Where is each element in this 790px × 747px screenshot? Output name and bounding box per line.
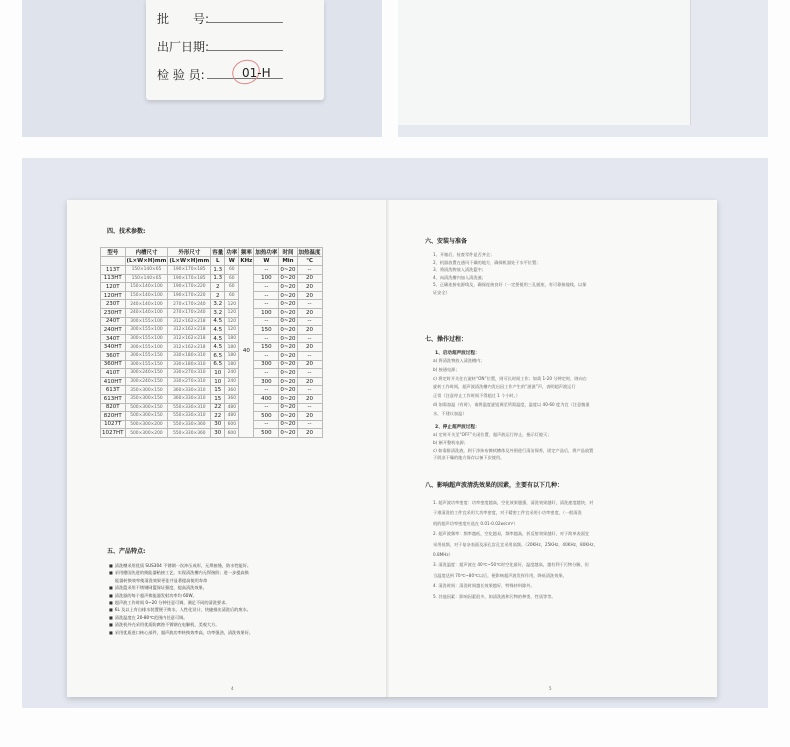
power-cell: 180 bbox=[225, 343, 239, 352]
model-cell: 410HT bbox=[101, 377, 126, 386]
time-cell: 0~20 bbox=[280, 301, 296, 308]
inner-size-cell: 300×155×100 bbox=[125, 334, 168, 343]
outer-size-cell: 330×180×310 bbox=[168, 351, 211, 360]
start-step-line: 正常（注意停止工作时间不得超过 1 个小时。） bbox=[433, 393, 520, 399]
model-cell: 820T bbox=[101, 403, 126, 412]
capacity-cell: 1.3 bbox=[211, 274, 225, 283]
outer-size-cell: 270×170×240 bbox=[168, 300, 211, 309]
start-step-line: a) 将清洗物放入清洗槽内； bbox=[433, 358, 485, 363]
model-cell: 340HT bbox=[101, 343, 126, 352]
model-cell: 1027HT bbox=[102, 430, 124, 437]
power-cell: 180 bbox=[225, 360, 239, 369]
power-cell: 60 bbox=[225, 274, 239, 283]
power-cell: 600 bbox=[225, 429, 239, 438]
inner-size-cell: 150×140×65 bbox=[125, 274, 168, 283]
spec-subheader-cell: (L×W×H)mm bbox=[169, 258, 210, 264]
frequency-cell: 40 bbox=[239, 266, 254, 438]
inner-size-cell: 500×300×200 bbox=[125, 429, 168, 438]
temperature-cell: 20 bbox=[297, 308, 322, 317]
heating-power-cell: -- bbox=[254, 334, 279, 343]
temperature-cell: -- bbox=[297, 369, 322, 378]
spec-header-cell: 加热功率 bbox=[254, 248, 279, 257]
right-page bbox=[389, 200, 717, 697]
factor-line: 2. 超声波频率：频率越低，空化越易，频率越高，折反射效果越好，对于简单表面宜 bbox=[433, 531, 590, 537]
stop-step-line: a) 定时开关至“OFF”关闭位置，超声波运行停止，指示灯熄灭； bbox=[433, 432, 552, 437]
time-cell: 0~20 bbox=[280, 387, 296, 394]
outer-size-cell: 330×180×310 bbox=[168, 360, 211, 369]
stop-step-line: 于阴凉干燥的地方保存以备下次使用。 bbox=[433, 455, 505, 461]
capacity-cell: 22 bbox=[211, 412, 225, 421]
outer-size-cell: 550×330×310 bbox=[168, 412, 211, 421]
paper-edge-photo bbox=[398, 0, 768, 137]
spec-table-row bbox=[101, 369, 323, 378]
capacity-cell: 6.5 bbox=[211, 351, 225, 360]
time-cell: 0~20 bbox=[280, 430, 296, 437]
inner-size-cell: 300×155×150 bbox=[125, 351, 168, 360]
outer-size-cell: 360×330×310 bbox=[168, 386, 211, 395]
factors-title: 八、影响超声波清洗效果的因素，主要有以下几种： bbox=[425, 482, 564, 489]
inner-size-cell: 500×300×150 bbox=[125, 412, 168, 421]
spec-table-row bbox=[101, 351, 323, 360]
feature-item: ■ 清洗槽采用优质 SUS304 不锈钢一次冲压成形，无焊接缝，防水性能好。 bbox=[109, 562, 251, 569]
capacity-cell: 4.5 bbox=[211, 326, 225, 335]
heating-power-cell: -- bbox=[254, 300, 279, 309]
model-cell: 230HT bbox=[101, 308, 126, 317]
time-cell: 0~20 bbox=[280, 283, 296, 290]
spec-table-row bbox=[101, 317, 323, 326]
heating-power-cell: -- bbox=[254, 420, 279, 429]
spec-table-row bbox=[101, 326, 323, 335]
temperature-cell: -- bbox=[297, 266, 322, 275]
outer-size-cell: 360×330×310 bbox=[168, 394, 211, 403]
model-cell: 230T bbox=[101, 300, 126, 309]
batch-number-line bbox=[207, 22, 283, 23]
feature-item: ■ 超声波工作时间 0~20 分钟任意可调，满足不同的清洗要求。 bbox=[109, 599, 229, 606]
outer-size-cell: 312×162×218 bbox=[168, 317, 211, 326]
time-cell: 0~20 bbox=[280, 275, 296, 282]
spec-table-row bbox=[101, 412, 323, 421]
capacity-cell: 1.3 bbox=[211, 266, 225, 275]
left-page bbox=[67, 200, 387, 697]
spec-title: 四、技术参数: bbox=[107, 228, 146, 235]
inner-size-cell: 150×140×100 bbox=[125, 291, 168, 300]
inner-size-cell: 350×300×150 bbox=[125, 386, 168, 395]
install-line: 4、向清洗槽内加入清洗液； bbox=[433, 274, 486, 280]
inner-size-cell: 240×140×100 bbox=[125, 300, 168, 309]
start-step-line: 旋转工作时间，超声波清洗槽内发出因工作产生的“滋滋”声，表明超声波运行 bbox=[433, 384, 576, 390]
spec-header-cell: 功率 bbox=[225, 248, 239, 257]
factor-line: 机的超声功率密度应选在 0.01-0.02w/cm²） bbox=[433, 520, 518, 526]
heating-power-cell: 500 bbox=[254, 412, 279, 421]
spec-header-cell: 容量 bbox=[211, 248, 225, 257]
time-cell: 0~20 bbox=[280, 266, 296, 273]
manual-booklet-photo bbox=[22, 158, 768, 708]
spec-table-row bbox=[101, 386, 323, 395]
outer-size-cell: 312×162×218 bbox=[168, 343, 211, 352]
power-cell: 120 bbox=[225, 317, 239, 326]
capacity-cell: 30 bbox=[211, 429, 225, 438]
model-cell: 113HT bbox=[101, 274, 126, 283]
start-step-line: b) 接通电源； bbox=[433, 366, 460, 372]
left-page-number: 4 bbox=[231, 686, 234, 691]
spec-table-row bbox=[101, 377, 323, 386]
temperature-cell: 20 bbox=[297, 429, 322, 438]
install-line: 2、机器放置在通风干燥的地方，确保机器处于水平位置； bbox=[433, 259, 541, 265]
capacity-cell: 22 bbox=[211, 403, 225, 412]
spec-header-cell: 外形尺寸 bbox=[168, 248, 211, 257]
spec-table-row bbox=[101, 274, 323, 283]
heating-power-cell: -- bbox=[254, 266, 279, 275]
heating-power-cell: 300 bbox=[254, 360, 279, 369]
feature-item: ■ 采用优质进口核心部件，超声波功率转换效率高，功率强劲，清洗效果好。 bbox=[109, 629, 253, 636]
spec-header-cell: 内槽尺寸 bbox=[125, 248, 168, 257]
heating-power-cell: 150 bbox=[254, 326, 279, 335]
right-page-number: 5 bbox=[549, 686, 552, 691]
capacity-cell: 10 bbox=[211, 377, 225, 386]
spec-subheader-cell bbox=[101, 257, 126, 266]
inner-size-cell: 300×240×150 bbox=[125, 369, 168, 378]
time-cell: 0~20 bbox=[280, 326, 296, 333]
power-cell: 120 bbox=[225, 308, 239, 317]
inner-size-cell: 300×155×150 bbox=[125, 360, 168, 369]
install-line: 1、开箱后，检查零件是否齐全； bbox=[433, 252, 495, 257]
start-step-line: 水，不建议加温） bbox=[433, 410, 467, 416]
heating-power-cell: 300 bbox=[254, 377, 279, 386]
spec-table-row bbox=[101, 429, 323, 438]
spec-table-row bbox=[101, 283, 323, 292]
factor-line: 4. 清洗时间：清洗时间越长效果越好，特殊材料除外。 bbox=[433, 583, 535, 589]
model-cell: 820HT bbox=[101, 412, 126, 421]
inner-size-cell: 300×155×100 bbox=[125, 317, 168, 326]
spec-table-row bbox=[101, 291, 323, 300]
stop-step-line: b) 断开整机电源； bbox=[433, 439, 468, 445]
spec-table-row bbox=[101, 334, 323, 343]
spec-subheader-cell: L bbox=[211, 257, 225, 266]
model-cell: 410T bbox=[101, 369, 126, 378]
inner-size-cell: 500×300×200 bbox=[125, 420, 168, 429]
spec-table-row bbox=[101, 308, 323, 317]
time-cell: 0~20 bbox=[280, 412, 296, 419]
stop-title: 2、停止超声波过程： bbox=[435, 425, 480, 430]
spec-table-row bbox=[101, 343, 323, 352]
outer-size-cell: 190×170×220 bbox=[168, 283, 211, 292]
temperature-cell: 20 bbox=[297, 360, 322, 369]
feature-item: ■ 清洗器的每个超声换能器发射功率均 60W。 bbox=[109, 592, 197, 599]
model-cell: 120HT bbox=[101, 291, 126, 300]
capacity-cell: 15 bbox=[211, 386, 225, 395]
stop-step-line: c) 如需排清洗液，则于净抹布擦拭槽体及外围进行清洁保养，固定产品后，将产品放置 bbox=[433, 447, 594, 453]
heating-power-cell: 100 bbox=[254, 308, 279, 317]
spec-table-row bbox=[101, 403, 323, 412]
production-date-line bbox=[207, 50, 283, 51]
outer-size-cell: 270×170×240 bbox=[168, 308, 211, 317]
spec-table-row bbox=[101, 300, 323, 309]
time-cell: 0~20 bbox=[280, 369, 296, 376]
start-step-line: c) 将定时开关往右旋转“ON”位置，则可长时间工作；如需 1-20 分钟定时，则向右 bbox=[433, 375, 587, 381]
temperature-cell: -- bbox=[297, 386, 322, 395]
capacity-cell: 6.5 bbox=[211, 360, 225, 369]
temperature-cell: -- bbox=[297, 351, 322, 360]
spec-subheader-cell: (L×W×H)mm bbox=[126, 258, 167, 264]
capacity-cell: 2 bbox=[211, 283, 225, 292]
capacity-cell: 4.5 bbox=[211, 343, 225, 352]
temperature-cell: 20 bbox=[297, 326, 322, 335]
capacity-cell: 4.5 bbox=[211, 334, 225, 343]
inner-size-cell: 150×140×65 bbox=[125, 266, 168, 275]
capacity-cell: 4.5 bbox=[211, 317, 225, 326]
temperature-cell: 20 bbox=[297, 343, 322, 352]
heating-power-cell: 500 bbox=[254, 429, 279, 438]
spec-header-cell: 时间 bbox=[279, 248, 297, 257]
label-card bbox=[146, 0, 324, 100]
operation-title: 七、操作过程： bbox=[425, 336, 468, 343]
heating-power-cell: 400 bbox=[254, 394, 279, 403]
inner-size-cell: 150×140×100 bbox=[125, 283, 168, 292]
factor-line: 1. 超声波功率密度：功率密度越高，空化效果越强，清洗效果越好，清洗速度越快，对 bbox=[433, 500, 594, 505]
spec-subheader-cell: Min bbox=[279, 257, 297, 266]
time-cell: 0~20 bbox=[280, 344, 296, 351]
outer-size-cell: 550×330×310 bbox=[168, 403, 211, 412]
outer-size-cell: 330×270×310 bbox=[168, 369, 211, 378]
capacity-cell: 2 bbox=[211, 291, 225, 300]
factor-line: 3. 清洗温度：超声波在 40℃~50℃时空化最好，温度越高，越有利于污物分解，但 bbox=[433, 562, 589, 568]
factor-line: 于难清洗的工件宜采用大功率密度，对于精密工件宜采用小功率密度，（一般清洗 bbox=[433, 510, 582, 516]
model-cell: 340T bbox=[101, 334, 126, 343]
temperature-cell: 20 bbox=[297, 377, 322, 386]
inner-size-cell: 300×155×100 bbox=[125, 343, 168, 352]
model-cell: 613T bbox=[101, 386, 126, 395]
power-cell: 480 bbox=[225, 412, 239, 421]
power-cell: 120 bbox=[225, 326, 239, 335]
model-cell: 113T bbox=[101, 266, 126, 275]
inner-size-cell: 300×240×150 bbox=[125, 377, 168, 386]
power-cell: 480 bbox=[225, 403, 239, 412]
factor-line: 5. 其他因素：影响因素很多，如清洗液和污物的种类、性质等等。 bbox=[433, 593, 556, 599]
feature-item: 能器转换效率使清洗效果更佳并显著提高使用寿命 bbox=[115, 577, 208, 583]
outer-size-cell: 312×162×218 bbox=[168, 334, 211, 343]
time-cell: 0~20 bbox=[280, 292, 296, 299]
spec-header-cell: 加热温度 bbox=[297, 248, 322, 257]
install-line: 5、正确连接电源线及，确保连接良好（一定要使用三孔插座，有可靠接地线，以保 bbox=[433, 282, 587, 288]
power-cell: 60 bbox=[225, 283, 239, 292]
capacity-cell: 10 bbox=[211, 369, 225, 378]
install-line: 3、将清洗物放入清洗篮中； bbox=[433, 267, 486, 273]
time-cell: 0~20 bbox=[280, 309, 296, 316]
temperature-cell: 20 bbox=[297, 291, 322, 300]
model-cell: 360T bbox=[101, 351, 126, 360]
feature-item: ■ 6L 及以上有自排水装置便于换水，人性化设计，快捷排出清洗后的废水。 bbox=[109, 606, 251, 613]
production-date-label: 出厂日期: bbox=[157, 40, 210, 54]
temperature-cell: -- bbox=[297, 420, 322, 429]
temperature-cell: -- bbox=[297, 334, 322, 343]
heating-power-cell: -- bbox=[254, 283, 279, 292]
spec-table-row bbox=[101, 360, 323, 369]
spec-table bbox=[100, 247, 323, 438]
power-cell: 120 bbox=[225, 300, 239, 309]
temperature-cell: 20 bbox=[297, 274, 322, 283]
start-title: 1、启动超声波过程： bbox=[435, 351, 480, 356]
inspector-label: 检 验 员: bbox=[157, 68, 205, 82]
heating-power-cell: 100 bbox=[254, 274, 279, 283]
time-cell: 0~20 bbox=[280, 395, 296, 402]
feature-item: ■ 清洗机外壳采用优质防腐蚀不锈钢在电解机，美观大方。 bbox=[109, 621, 219, 628]
feature-item: ■ 采用德国先进的换能器粘接工艺，实现清洗槽内无焊接阶；进一步提高换 bbox=[109, 569, 249, 576]
spec-table-row bbox=[101, 420, 323, 429]
spec-subheader-cell: ℃ bbox=[297, 257, 322, 266]
outer-size-cell: 312×162×218 bbox=[168, 326, 211, 335]
feature-item: ■ 清洗篮采用不锈钢网篮保证强度，提高清洗效果。 bbox=[109, 584, 207, 591]
model-cell: 360HT bbox=[101, 360, 126, 369]
heating-power-cell: -- bbox=[254, 369, 279, 378]
factor-line: 当温度达到 70℃~80℃以后，便影响超声波发挥作用，降低清洗效果。 bbox=[433, 572, 567, 578]
time-cell: 0~20 bbox=[280, 361, 296, 368]
time-cell: 0~20 bbox=[280, 404, 296, 411]
outer-size-cell: 190×170×220 bbox=[168, 291, 211, 300]
inner-size-cell: 240×140×100 bbox=[125, 308, 168, 317]
power-cell: 600 bbox=[225, 420, 239, 429]
temperature-cell: 20 bbox=[297, 394, 322, 403]
time-cell: 0~20 bbox=[280, 378, 296, 385]
power-cell: 180 bbox=[225, 334, 239, 343]
spec-table-row bbox=[101, 266, 323, 275]
inner-size-cell: 500×300×150 bbox=[125, 403, 168, 412]
power-cell: 240 bbox=[225, 369, 239, 378]
temperature-cell: 20 bbox=[297, 412, 322, 421]
capacity-cell: 3.2 bbox=[211, 300, 225, 309]
temperature-cell: -- bbox=[297, 403, 322, 412]
start-step-line: d) 如需加温（有时），请将温度旋钮调至所需温度，温度以 40-60 度为宜（注意慎重 bbox=[433, 402, 590, 407]
outer-size-cell: 190×170×185 bbox=[168, 274, 211, 283]
heating-power-cell: 150 bbox=[254, 343, 279, 352]
outer-size-cell: 550×330×360 bbox=[168, 429, 211, 438]
heating-power-cell: -- bbox=[254, 386, 279, 395]
heating-power-cell: -- bbox=[254, 403, 279, 412]
heating-power-cell: -- bbox=[254, 291, 279, 300]
install-line: 证安全） bbox=[433, 290, 450, 295]
spec-header-cell: 型号 bbox=[101, 248, 126, 257]
spec-header-cell: 频率 bbox=[239, 248, 254, 257]
install-title: 六、安装与准备 bbox=[425, 238, 468, 245]
factor-line: 采用低频，对于复杂表面及深孔盲孔宜采用高频。（20KHz，25KHz，40KHz，80KHz， bbox=[433, 541, 598, 547]
heating-power-cell: -- bbox=[254, 351, 279, 360]
feature-item: ■ 清洗温度在 20-80℃范围内任意可调。 bbox=[109, 614, 187, 621]
model-cell: 613HT bbox=[101, 394, 126, 403]
spec-subheader-cell: W bbox=[225, 257, 239, 266]
paper-sheet bbox=[398, 0, 691, 125]
label-card-photo bbox=[22, 0, 382, 137]
temperature-cell: -- bbox=[297, 317, 322, 326]
model-cell: 1027T bbox=[101, 420, 126, 429]
inner-size-cell: 300×155×100 bbox=[125, 326, 168, 335]
time-cell: 0~20 bbox=[280, 335, 296, 342]
outer-size-cell: 550×330×360 bbox=[168, 420, 211, 429]
outer-size-cell: 330×270×310 bbox=[168, 377, 211, 386]
spec-table-row bbox=[101, 394, 323, 403]
capacity-cell: 15 bbox=[211, 394, 225, 403]
model-cell: 120T bbox=[101, 283, 126, 292]
model-cell: 240T bbox=[101, 317, 126, 326]
time-cell: 0~20 bbox=[280, 318, 296, 325]
inner-size-cell: 350×300×150 bbox=[125, 394, 168, 403]
spec-subheader-cell: W bbox=[254, 257, 279, 266]
batch-number-label: 批 号: bbox=[157, 12, 210, 26]
temperature-cell: 20 bbox=[297, 283, 322, 292]
spec-subheader-cell: KHz bbox=[240, 258, 253, 264]
heating-power-cell: -- bbox=[254, 317, 279, 326]
power-cell: 360 bbox=[225, 394, 239, 403]
power-cell: 60 bbox=[225, 291, 239, 300]
outer-size-cell: 190×170×185 bbox=[168, 266, 211, 275]
temperature-cell: -- bbox=[297, 300, 322, 309]
time-cell: 0~20 bbox=[280, 352, 296, 359]
power-cell: 360 bbox=[225, 386, 239, 395]
inspector-value: 01-H bbox=[242, 66, 271, 80]
features-title: 五、产品特点: bbox=[107, 548, 146, 555]
power-cell: 240 bbox=[225, 377, 239, 386]
power-cell: 180 bbox=[225, 351, 239, 360]
factor-line: 0.8MHz） bbox=[433, 552, 453, 557]
open-booklet bbox=[67, 200, 717, 697]
model-cell: 240HT bbox=[101, 326, 126, 335]
time-cell: 0~20 bbox=[280, 421, 296, 428]
capacity-cell: 30 bbox=[211, 420, 225, 429]
power-cell: 60 bbox=[225, 266, 239, 275]
capacity-cell: 3.2 bbox=[211, 308, 225, 317]
